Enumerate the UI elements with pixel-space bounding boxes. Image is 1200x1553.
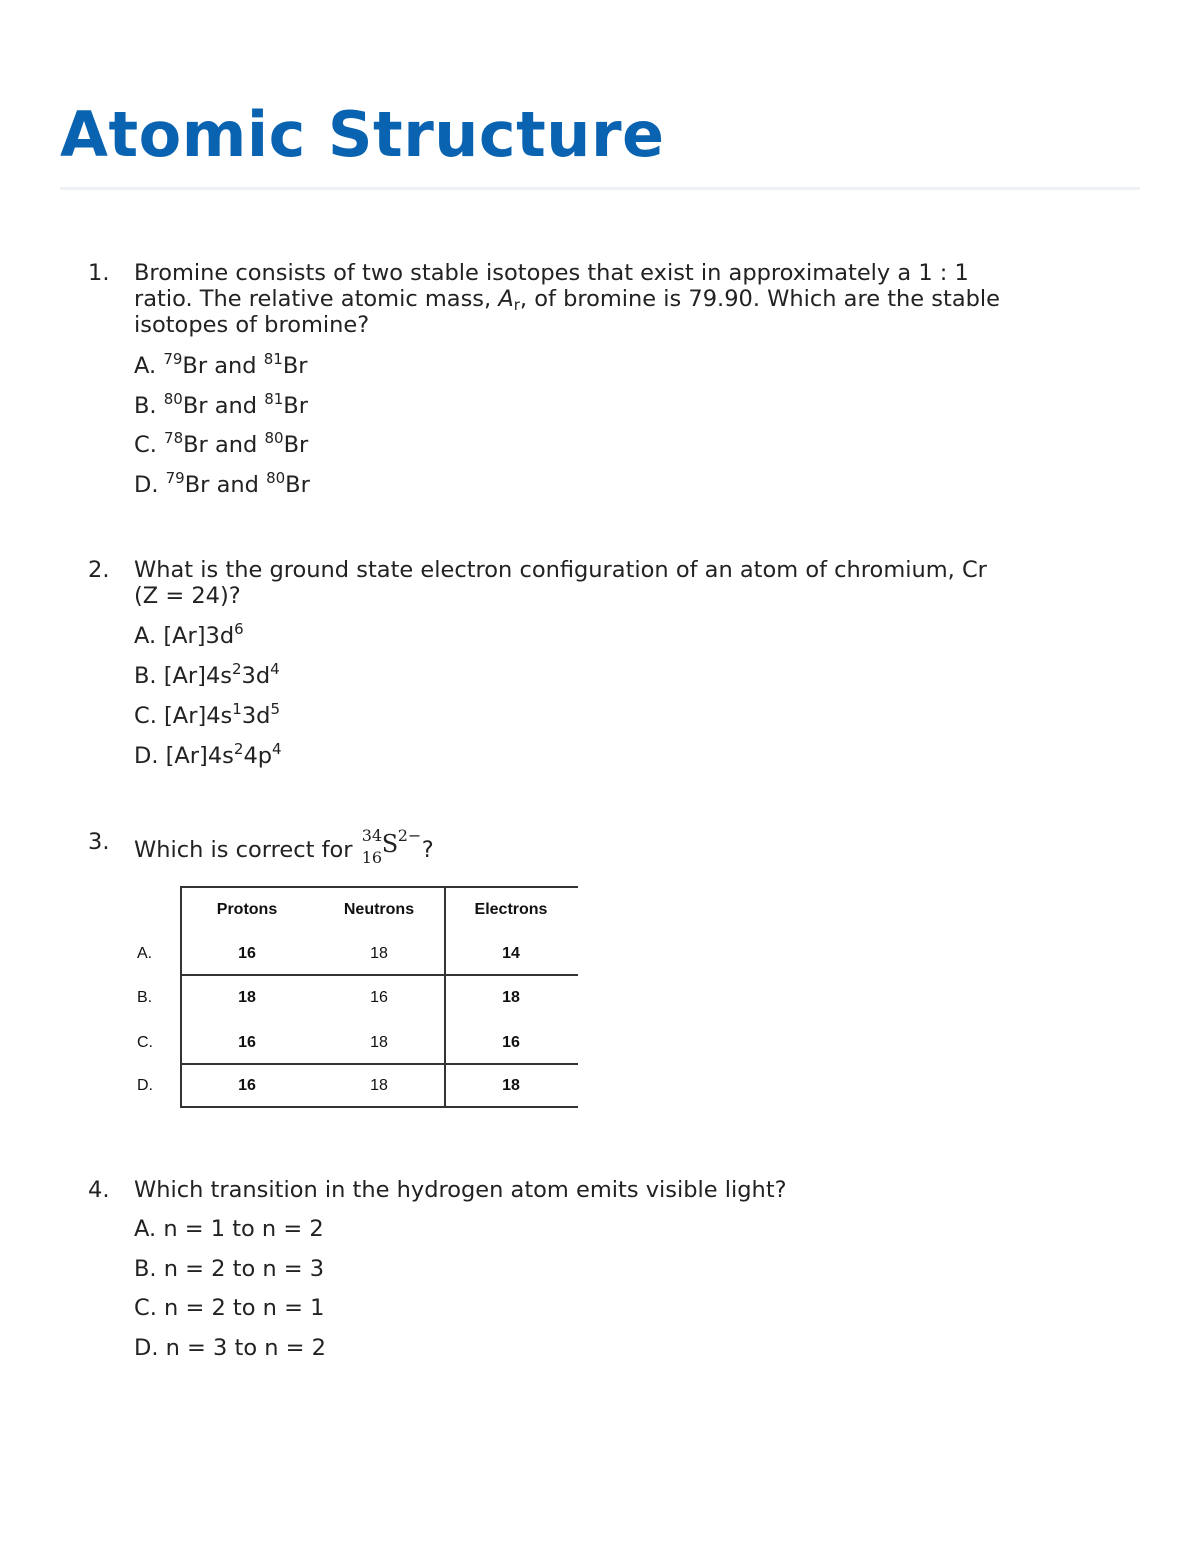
question-stem: Bromine consists of two stable isotopes that exist in approximately a 1 : 1 ratio. The relative atomic mass, $A_r$, of bromine is 79.90. Which are the stable isotopes of bromine? xyxy=(134,260,1001,338)
sulfide-ion-notation: 34 16 S 2− xyxy=(361,826,422,867)
table-cell: 16 xyxy=(238,1077,256,1094)
table-cell: 16 xyxy=(370,989,388,1006)
question-stem: Which is correct for 34 16 S 2− ? xyxy=(134,826,434,867)
page-title: Atomic Structure xyxy=(60,98,665,171)
column-header-protons: Protons xyxy=(216,901,278,918)
table-cell: 14 xyxy=(502,945,520,962)
table-cell: 18 xyxy=(502,1077,520,1094)
question-number: 4. xyxy=(88,1177,110,1203)
table-cell: 18 xyxy=(370,945,388,962)
question-number: 2. xyxy=(88,557,110,583)
question-stem: Which transition in the hydrogen atom emits visible light? xyxy=(134,1177,787,1203)
title-divider xyxy=(60,187,1140,190)
question-stem: What is the ground state electron configuration of an atom of chromium, Cr (Z = 24)? xyxy=(134,557,987,609)
table-cell: 18 xyxy=(370,1034,388,1051)
column-header-neutrons: Neutrons xyxy=(343,901,415,918)
table-cell: 18 xyxy=(238,989,256,1006)
table-row-label: A. xyxy=(137,945,153,962)
question-number: 1. xyxy=(88,260,110,286)
table-cell: 16 xyxy=(502,1034,520,1051)
table-cell: 16 xyxy=(238,945,256,962)
table-row-label: C. xyxy=(137,1034,153,1051)
column-header-electrons: Electrons xyxy=(474,901,548,918)
answer-table xyxy=(130,886,580,1108)
table-row-label: B. xyxy=(137,989,153,1006)
table-cell: 18 xyxy=(502,989,520,1006)
table-cell: 16 xyxy=(238,1034,256,1051)
table-row-label: D. xyxy=(137,1077,153,1094)
question-number: 3. xyxy=(88,829,110,855)
table-cell: 18 xyxy=(370,1077,388,1094)
